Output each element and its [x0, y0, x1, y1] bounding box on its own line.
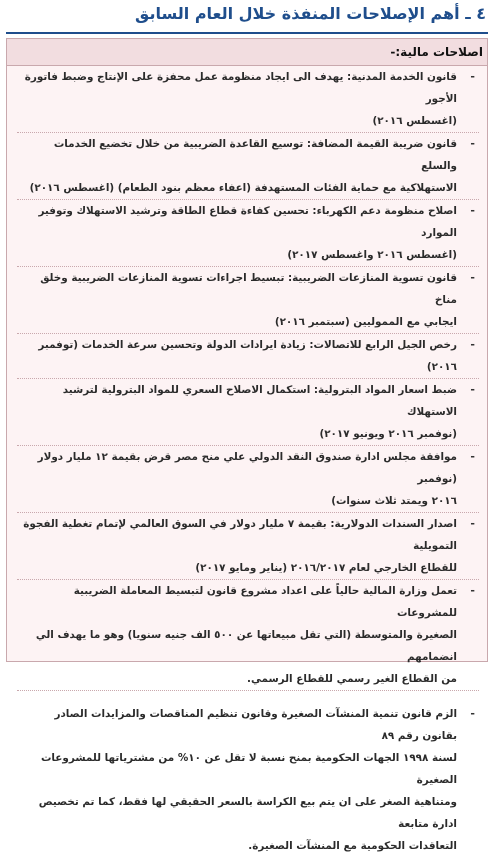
bullet-icon: -	[470, 70, 475, 83]
list-item	[17, 379, 479, 446]
bullet-icon: -	[470, 271, 475, 284]
item-line: لسنة ١٩٩٨ الجهات الحكومية بمنح نسبة لا تقل عن ١٠% من مشترياتها للمشروعات الصغيرة	[40, 752, 457, 786]
item-line: رخص الجيل الرابع للاتصالات: زيادة ايرادات الدولة وتحسين سرعة الخدمات (توفمبر ٢٠١٦)	[38, 339, 457, 373]
reforms-box	[6, 38, 488, 852]
item-line: للقطاع الخارجي لعام ٢٠١٦/٢٠١٧ (يناير ومايو ٢٠١٧)	[195, 562, 457, 574]
list-item	[17, 703, 479, 857]
bullet-icon: -	[470, 584, 475, 597]
item-line: ٢٠١٦ ويمتد ثلاث سنوات)	[331, 495, 457, 507]
section-title: ٤ ـ أهم الإصلاحات المنفذة خلال العام السابق	[135, 4, 486, 23]
item-line: (اغسطس ٢٠١٦)	[372, 115, 457, 127]
item-line: قانون ضريبة القيمة المضافة: توسيع القاعدة الضريبية من خلال تخضيع الخدمات والسلع	[53, 138, 457, 172]
list-item	[17, 200, 479, 267]
item-line: التعاقدات الحكومية مع المنشآت الصغيرة.	[248, 840, 457, 852]
list-item	[17, 513, 479, 580]
item-line: قانون تسوية المنازعات الضريبية: تبسيط اجراءات تسوية المنازعات الضريبية وخلق مناخ	[40, 272, 457, 306]
list-item	[17, 334, 479, 379]
item-line: من القطاع الغير رسمي للقطاع الرسمي.	[247, 673, 457, 685]
item-line: تعمل وزارة المالية حالياً على اعداد مشروع قانون لتبسيط المعاملة الضريبية للمشروعات	[73, 585, 457, 619]
item-line: ضبط اسعار المواد البترولية: استكمال الاصلاح السعري للمواد البترولية لترشيد الاستهلاك	[62, 384, 457, 418]
item-line: (اغسطس ٢٠١٦ واغسطس ٢٠١٧)	[287, 249, 457, 261]
bullet-icon: -	[470, 204, 475, 217]
item-line: الصغيرة والمتوسطة (التي تقل مبيعاتها عن ٥٠٠ الف جنيه سنويا) وهو ما يهدف الي انضمامهم	[35, 629, 457, 663]
item-line: اصلاح منظومة دعم الكهرباء: تحسين كفاءة قطاع الطاقة وترشيد الاستهلاك وتوفير الموارد	[38, 205, 457, 239]
item-line: قانون الخدمة المدنية: يهدف الى ايجاد منظومة عمل محفزة على الإنتاج وضبط فاتورة الأجور	[24, 71, 457, 105]
bullet-icon: -	[470, 450, 475, 463]
title-underline	[6, 32, 488, 34]
list-item	[17, 580, 479, 691]
item-line: موافقة مجلس ادارة صندوق النقد الدولي علي منح مصر قرض بقيمة ١٢ مليار دولار (نوفمبر	[37, 451, 457, 485]
bullet-icon: -	[470, 383, 475, 396]
item-line: ومتناهية الصغر على ان يتم بيع الكراسة بالسعر الحقيقي لها فقط، كما تم تخصيص ادارة متابعة	[38, 796, 457, 830]
list-item	[17, 133, 479, 200]
item-line: ايجابي مع المموليين (سبتمبر ٢٠١٦)	[274, 316, 457, 328]
reforms-list	[7, 66, 487, 857]
item-line: اصدار السندات الدولارية: بقيمة ٧ مليار دولار في السوق العالمي لإتمام تغطية الفجوة التمويلية	[23, 518, 457, 552]
bullet-icon: -	[470, 137, 475, 150]
spacer	[17, 691, 479, 703]
item-line: الاستهلاكية مع حماية الفئات المستهدفة (اعفاء معظم بنود الطعام) (اغسطس ٢٠١٦)	[29, 182, 457, 194]
list-item	[17, 446, 479, 513]
item-line: (نوفمبر ٢٠١٦ ويونيو ٢٠١٧)	[319, 428, 457, 440]
list-item	[17, 66, 479, 133]
item-line: الزم قانون تنمية المنشآت الصغيرة وقانون تنظيم المناقصات والمزايدات الصادر بقانون رقم ٨٩	[54, 708, 457, 742]
box-title: اصلاحات مالية:-	[7, 39, 487, 66]
bullet-icon: -	[470, 707, 475, 720]
bullet-icon: -	[470, 517, 475, 530]
list-item	[17, 267, 479, 334]
bullet-icon: -	[470, 338, 475, 351]
